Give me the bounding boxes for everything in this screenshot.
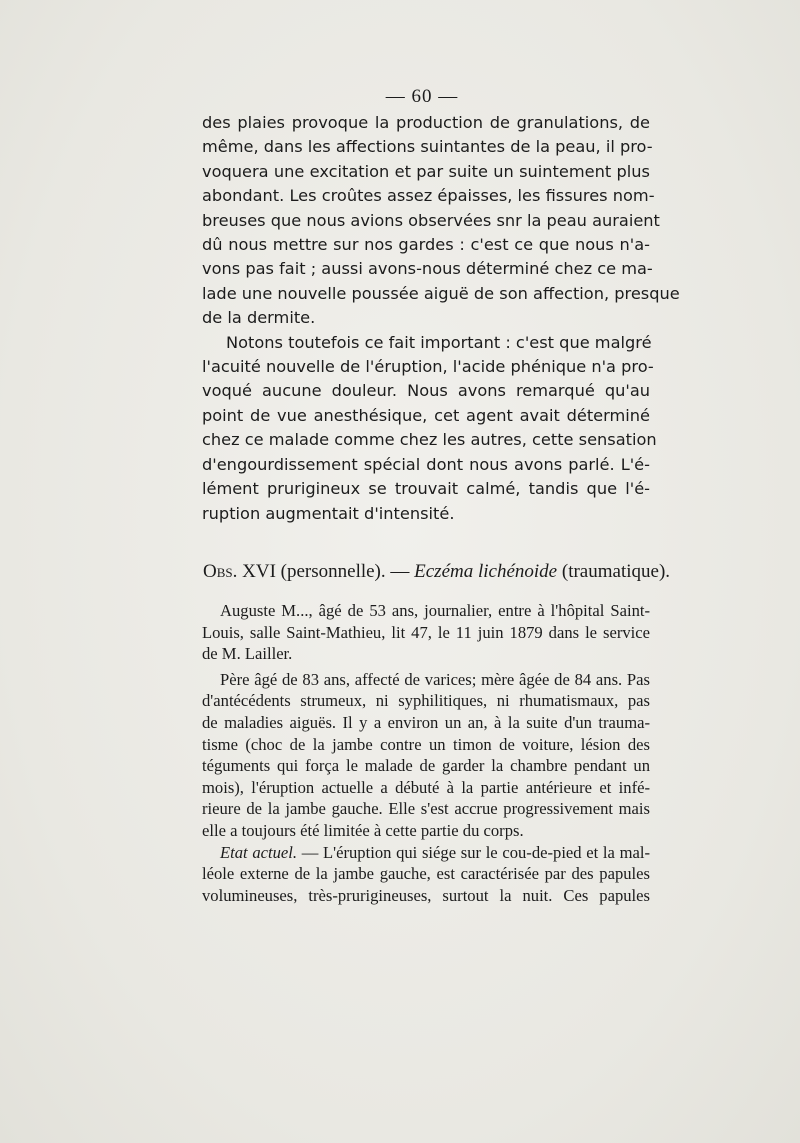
text-line: rieure de la jambe gauche. Elle s'est accrue progressivement mais [202,799,650,819]
observation-abbr: Obs. [203,561,238,582]
text-line: d'engourdissement spécial dont nous avons parlé. L'é- [202,454,650,474]
text-line: de la dermite. [202,308,316,328]
text-line: Notons toutefois ce fait important : c'est que malgré [226,332,652,352]
text-line: de M. Lailler. [202,644,293,664]
text-line: voquera une excitation et par suite un suintement plus [202,161,650,181]
text-line: vons pas fait ; aussi avons-nous déterminé chez ce ma- [202,259,653,279]
text-line: tisme (choc de la jambe contre un timon de voiture, lésion des [202,734,650,754]
text-line: d'antécédents strumeux, ni syphilitiques, ni rhumatismaux, pas [202,691,650,711]
text-line: de maladies aiguës. Il y a environ un an, à la suite d'un trauma- [202,712,650,732]
current-state-label: Etat actuel. [220,842,298,862]
case-intro [202,600,650,665]
current-state-text: — L'éruption qui siége sur le cou-de-pied et la mal- [297,842,650,862]
text-line: mois), l'éruption actuelle a débuté à la partie antérieure et infé- [202,777,650,797]
text-line: breuses que nous avions observées snr la peau auraient [202,210,660,230]
text-line: l'acuité nouvelle de l'éruption, l'acide phénique n'a pro- [202,357,654,377]
current-state [202,842,650,907]
observation-heading [203,560,671,584]
text-line: Auguste M..., âgé de 53 ans, journalier, entre à l'hôpital Saint- [220,601,650,620]
observation-cause: (traumatique). [561,561,671,582]
text-line: Père âgé de 83 ans, affecté de varices; mère âgée de 84 ans. Pas [220,669,650,689]
text-line: abondant. Les croûtes assez épaisses, les fissures nom- [202,186,655,206]
text-line: point de vue anesthésique, cet agent avait déterminé [202,405,650,425]
text-line: Louis, salle Saint-Mathieu, lit 47, le 11 juin 1879 dans le service [202,622,650,642]
case-history [202,669,650,842]
text-line: lade une nouvelle poussée aiguë de son affection, presque [202,283,680,303]
observation-number: XVI [242,561,276,582]
observation-title: Eczéma lichénoide [414,561,558,582]
text-line: chez ce malade comme chez les autres, cette sensation [202,430,657,450]
text-line: volumineuses, très-prurigineuses, surtout la nuit. Ces papules [202,885,650,905]
text-line: léole externe de la jambe gauche, est caractérisée par des papules [202,864,650,884]
text-line [202,842,650,864]
paragraph-2 [202,331,657,526]
text-line: téguments qui força le malade de garder la chambre pendant un [202,756,650,776]
body-text [202,111,680,526]
text-line: dû nous mettre sur nos gardes : c'est ce que nous n'a- [202,235,650,255]
paragraph-1 [202,111,680,331]
text-line: lément prurigineux se trouvait calmé, tandis que l'é- [202,479,650,499]
text-line: même, dans les affections suintantes de la peau, il pro- [202,137,653,157]
observation-qualifier: (personnelle). — [280,561,410,582]
text-line: ruption augmentait d'intensité. [202,503,455,523]
case-report [202,600,650,906]
text-line: voqué aucune douleur. Nous avons remarqué qu'au [202,381,650,401]
text-line: elle a toujours été limitée à cette partie du corps. [202,820,524,840]
text-line: des plaies provoque la production de granulations, de [202,113,650,132]
page-number: — 60 — [385,86,459,107]
